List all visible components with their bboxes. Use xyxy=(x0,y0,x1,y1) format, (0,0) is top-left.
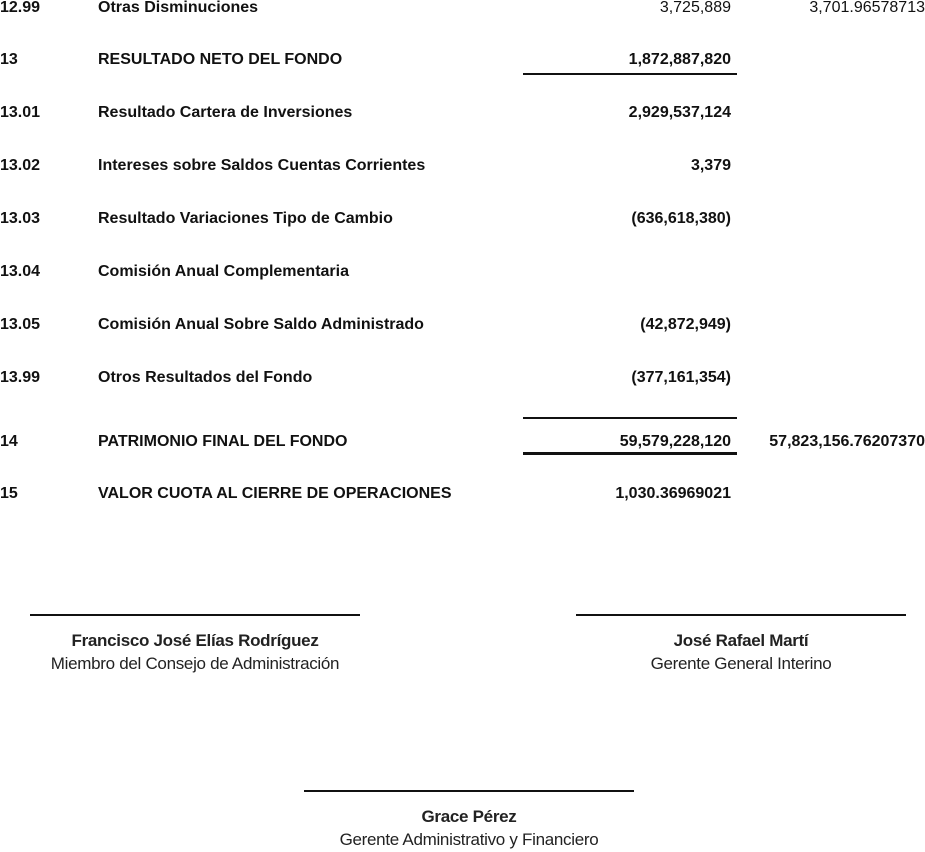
table-row xyxy=(0,48,925,72)
table-row xyxy=(0,260,925,284)
table-row xyxy=(0,313,925,337)
table-row xyxy=(0,366,925,390)
table-row xyxy=(0,430,925,454)
signatory-title: Gerente Administrativo y Financiero xyxy=(339,830,599,849)
account-description: PATRIMONIO FINAL DEL FONDO xyxy=(98,433,348,450)
table-row xyxy=(0,101,925,125)
subtotal-underline xyxy=(523,73,737,75)
account-amount: (377,161,354) xyxy=(631,369,731,386)
account-amount: 1,030.36969021 xyxy=(615,485,731,502)
signatory-title: Gerente General Interino xyxy=(650,654,832,673)
signatory-name: Francisco José Elías Rodríguez xyxy=(71,631,319,650)
signature-line xyxy=(576,614,906,616)
table-row xyxy=(0,482,925,506)
account-description: Comisión Anual Complementaria xyxy=(98,263,349,280)
account-code: 14 xyxy=(0,433,18,450)
account-code: 13.99 xyxy=(0,369,41,386)
account-code: 12.99 xyxy=(0,0,41,16)
account-code: 15 xyxy=(0,485,18,502)
account-code: 13.02 xyxy=(0,157,41,174)
signature-line xyxy=(304,790,634,792)
account-amount: (636,618,380) xyxy=(631,210,731,227)
account-amount-secondary: 57,823,156.76207370 xyxy=(769,433,925,450)
account-amount: (42,872,949) xyxy=(640,316,731,333)
account-code: 13.03 xyxy=(0,210,41,227)
total-overline xyxy=(523,417,737,419)
account-amount: 2,929,537,124 xyxy=(628,104,731,121)
signature-block xyxy=(551,614,925,676)
account-amount-secondary: 3,701.96578713 xyxy=(809,0,925,16)
table-row xyxy=(0,0,925,20)
account-description: Resultado Cartera de Inversiones xyxy=(98,104,353,121)
signatory-name: José Rafael Martí xyxy=(673,631,809,650)
account-description: RESULTADO NETO DEL FONDO xyxy=(98,51,343,68)
account-description: Resultado Variaciones Tipo de Cambio xyxy=(98,210,393,227)
account-description: VALOR CUOTA AL CIERRE DE OPERACIONES xyxy=(98,485,452,502)
signature-line xyxy=(30,614,360,616)
signatory-name: Grace Pérez xyxy=(421,807,517,826)
account-amount: 59,579,228,120 xyxy=(619,433,731,450)
account-code: 13 xyxy=(0,51,18,68)
signatory-title: Miembro del Consejo de Administración xyxy=(50,654,340,673)
table-row xyxy=(0,207,925,231)
signature-block xyxy=(279,790,659,852)
account-amount: 3,725,889 xyxy=(659,0,731,16)
account-description: Intereses sobre Saldos Cuentas Corrientes xyxy=(98,157,426,174)
table-row xyxy=(0,154,925,178)
account-code: 13.04 xyxy=(0,263,41,280)
account-description: Comisión Anual Sobre Saldo Administrado xyxy=(98,316,424,333)
total-underline xyxy=(523,452,737,455)
account-code: 13.05 xyxy=(0,316,41,333)
account-description: Otros Resultados del Fondo xyxy=(98,369,313,386)
signature-block xyxy=(5,614,385,676)
account-amount: 1,872,887,820 xyxy=(628,51,731,68)
account-description: Otras Disminuciones xyxy=(98,0,259,16)
account-amount: 3,379 xyxy=(690,157,731,174)
account-code: 13.01 xyxy=(0,104,41,121)
